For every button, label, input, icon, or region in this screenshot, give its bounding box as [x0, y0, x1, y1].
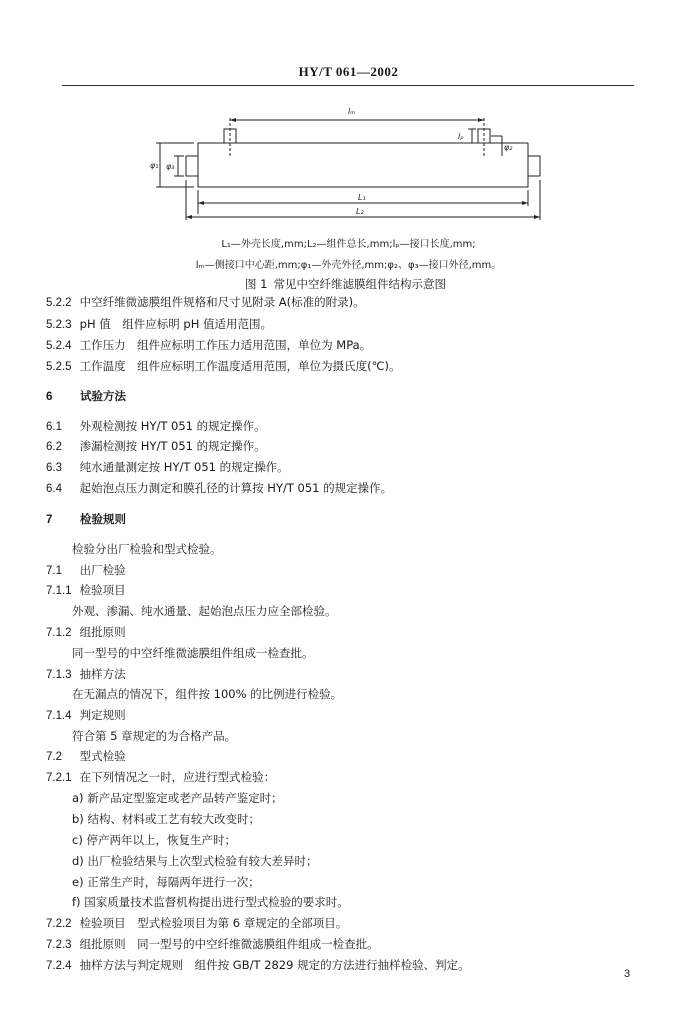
clause-7-2: 7.2 型式检验: [46, 749, 126, 763]
figure-legend-line-1: L₁—外壳长度,mm;L₂—组件总长,mm;lₚ—接口长度,mm;: [221, 239, 476, 250]
clause-6-2: 6.2 渗漏检测按 HY/T 051 的规定操作。: [46, 439, 266, 453]
clause-6-3: 6.3 纯水通量测定按 HY/T 051 的规定操作。: [46, 460, 289, 474]
list-item-f: f) 国家质量技术监督机构提出进行型式检验的要求时。: [72, 895, 349, 909]
page-number: 3: [624, 968, 631, 980]
membrane-module-diagram: [150, 96, 550, 226]
para-7-1-4: 符合第 5 章规定的为合格产品。: [72, 729, 237, 743]
clause-7-1-1: 7.1.1 检验项目: [46, 583, 126, 597]
para-7-1-1: 外观、渗漏、纯水通量、起始泡点压力应全部检验。: [72, 604, 337, 618]
label-phi2: φ₂: [504, 143, 513, 152]
clause-5-2-4: 5.2.4 工作压力 组件应标明工作压力适用范围，单位为 MPa。: [46, 338, 372, 352]
section-6-heading: 6 试验方法: [46, 389, 127, 403]
module-shell: [198, 143, 528, 187]
clause-7-2-1: 7.2.1 在下列情况之一时，应进行型式检验：: [46, 770, 276, 784]
label-L2: L₂: [356, 207, 364, 216]
clause-7-1-4: 7.1.4 判定规则: [46, 708, 126, 722]
clause-7-2-2: 7.2.2 检验项目 型式检验项目为第 6 章规定的全部项目。: [46, 916, 348, 930]
list-item-e: e) 正常生产时，每隔两年进行一次；: [72, 875, 260, 889]
clause-5-2-2: 5.2.2 中空纤维微滤膜组件规格和尺寸见附录 A(标准的附录)。: [46, 295, 365, 309]
list-item-b: b) 结构、材料或工艺有较大改变时；: [72, 812, 260, 826]
section-7-heading: 7 检验规则: [46, 512, 127, 526]
clause-7-1-3: 7.1.3 抽样方法: [46, 667, 126, 681]
clause-5-2-5: 5.2.5 工作温度 组件应标明工作温度适用范围，单位为摄氏度(℃)。: [46, 359, 401, 373]
header-rule: [62, 85, 634, 86]
para-7-1-2: 同一型号的中空纤维微滤膜组件组成一检查批。: [72, 646, 314, 660]
label-phi1: φ₁: [150, 161, 159, 170]
list-item-c: c) 停产两年以上，恢复生产时；: [72, 833, 236, 847]
label-lp: lₚ: [458, 132, 464, 141]
list-item-d: d) 出厂检验结果与上次型式检验有较大差异时；: [72, 854, 318, 868]
list-item-a: a) 新产品定型鉴定或老产品转产鉴定时；: [72, 791, 283, 805]
end-port-left: [186, 156, 198, 176]
figure-legend-line-2: lₘ—侧接口中心距,mm;φ₁—外壳外径,mm;φ₂、φ₃—接口外径,mm。: [195, 260, 502, 271]
clause-5-2-3: 5.2.3 pH 值 组件应标明 pH 值适用范围。: [46, 317, 273, 331]
end-port-right: [528, 156, 540, 176]
clause-7-2-3: 7.2.3 组批原则 同一型号的中空纤维微滤膜组件组成一检查批。: [46, 937, 379, 951]
clause-7-1-2: 7.1.2 组批原则: [46, 625, 126, 639]
page-header: HY/T 061—2002: [298, 64, 399, 79]
clause-7-2-4: 7.2.4 抽样方法与判定规则 组件按 GB/T 2829 规定的方法进行抽样检验、判定。: [46, 958, 470, 972]
clause-6-1: 6.1 外观检测按 HY/T 051 的规定操作。: [46, 419, 266, 433]
label-lm: lₘ: [348, 107, 356, 116]
para-7-1-3: 在无漏点的情况下，组件按 100% 的比例进行检验。: [72, 687, 343, 701]
label-L1: L₁: [358, 193, 366, 202]
label-phi3: φ₃: [166, 162, 175, 171]
figure-caption-number: 图 1: [245, 277, 268, 291]
figure-caption-text: 常见中空纤维滤膜组件结构示意图: [273, 277, 446, 291]
figure-caption: [0, 276, 697, 292]
clause-6-4: 6.4 起始泡点压力测定和膜孔径的计算按 HY/T 051 的规定操作。: [46, 481, 393, 495]
clause-7-1: 7.1 出厂检验: [46, 563, 126, 577]
para-7-intro: 检验分出厂检验和型式检验。: [72, 542, 222, 556]
